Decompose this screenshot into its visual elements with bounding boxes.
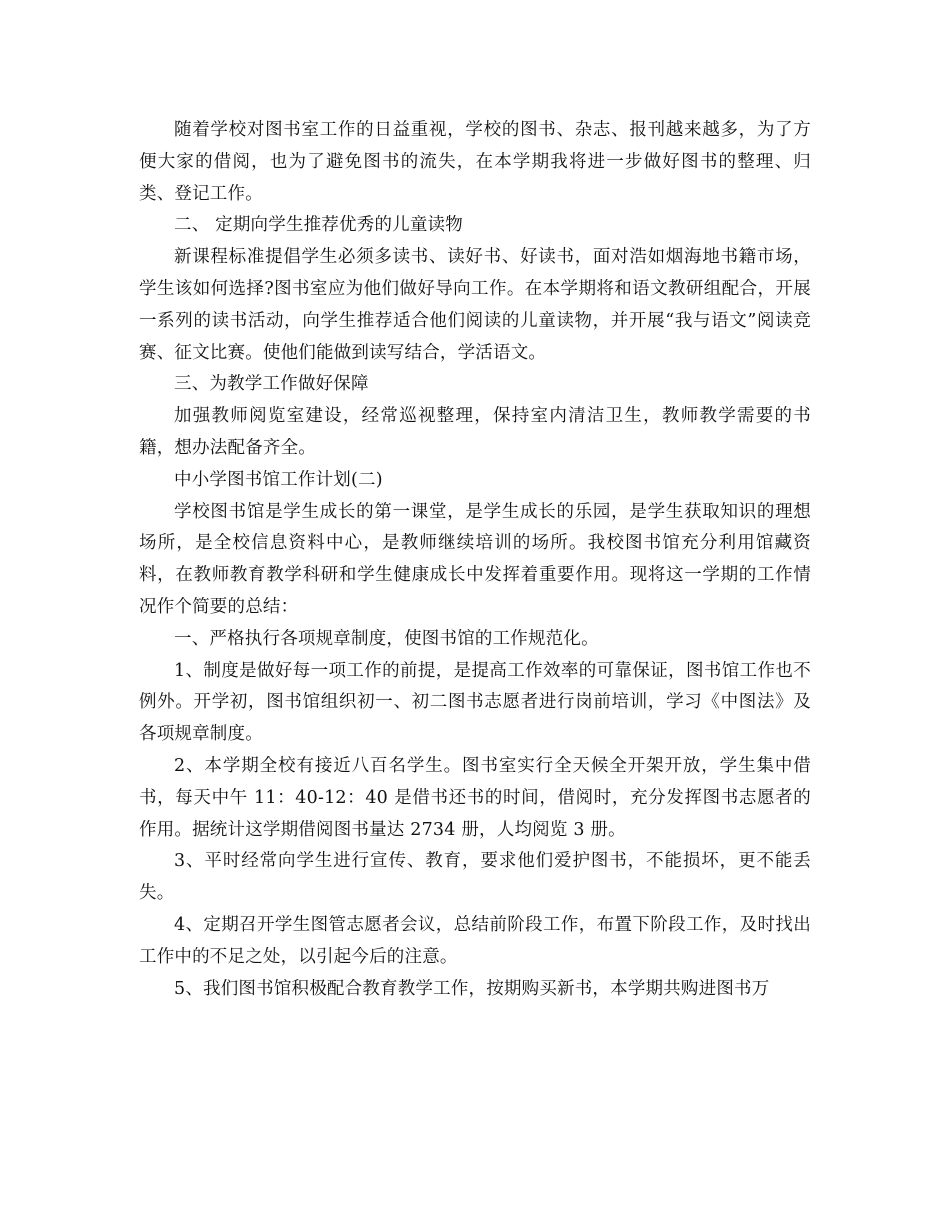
paragraph-section-3: 加强教师阅览室建设，经常巡视整理，保持室内清洁卫生，教师教学需要的书籍，想办法配备齐全。 [139,406,811,458]
list-item-1: 1、制度是做好每一项工作的前提，是提高工作效率的可靠保证，图书馆工作也不例外。开学初，图书馆组织初一、初二图书志愿者进行岗前培训，学习《中图法》及各项规章制度。 [139,660,811,745]
section-heading-2: 二、 定期向学生推荐优秀的儿童读物 [174,215,463,236]
list-item-3: 3、平时经常向学生进行宣传、教育，要求他们爱护图书，不能损坏，更不能丢失。 [139,851,811,904]
paragraph-overview: 学校图书馆是学生成长的第一课堂，是学生成长的乐园，是学生获取知识的理想场所，是全校信息资料中心，是教师继续培训的场所。我校图书馆充分利用馆藏资料，在教师教育教学科研和学生健康成长中发挥着重要作用。现将这一学期的工作情况作个简要的总结： [139,501,811,617]
paragraph-section-2: 新课程标准提倡学生必须多读书、读好书、好读书，面对浩如烟海地书籍市场，学生该如何选择?图书室应为他们做好导向工作。在本学期将和语文教研组配合，开展一系列的读书活动，向学生推荐适合他们阅读的儿童读物，并开展“我与语文”阅读竞赛、征文比赛。使他们能做到读写结合，学活语文。 [139,247,811,363]
document-body [139,115,811,1005]
list-item-5: 5、我们图书馆积极配合教育教学工作，按期购买新书，本学期共购进图书万 [174,978,770,999]
section-heading-1: 一、严格执行各项规章制度，使图书馆的工作规范化。 [174,628,599,649]
section-heading-3: 三、为教学工作做好保障 [174,374,369,395]
list-item-4: 4、定期召开学生图管志愿者会议，总结前阶段工作，布置下阶段工作，及时找出工作中的不足之处，以引起今后的注意。 [139,914,811,967]
list-item-2: 2、本学期全校有接近八百名学生。图书室实行全天候全开架开放，学生集中借书，每天中午 11：40-12：40 是借书还书的时间，借阅时，充分发挥图书志愿者的作用。据统计这学期借阅图书量达 2734 册，人均阅览 3 册。 [139,755,811,840]
document-subtitle: 中小学图书馆工作计划(二) [174,469,383,490]
paragraph-intro: 随着学校对图书室工作的日益重视，学校的图书、杂志、报刊越来越多，为了方便大家的借阅，也为了避免图书的流失，在本学期我将进一步做好图书的整理、归类、登记工作。 [139,120,811,204]
